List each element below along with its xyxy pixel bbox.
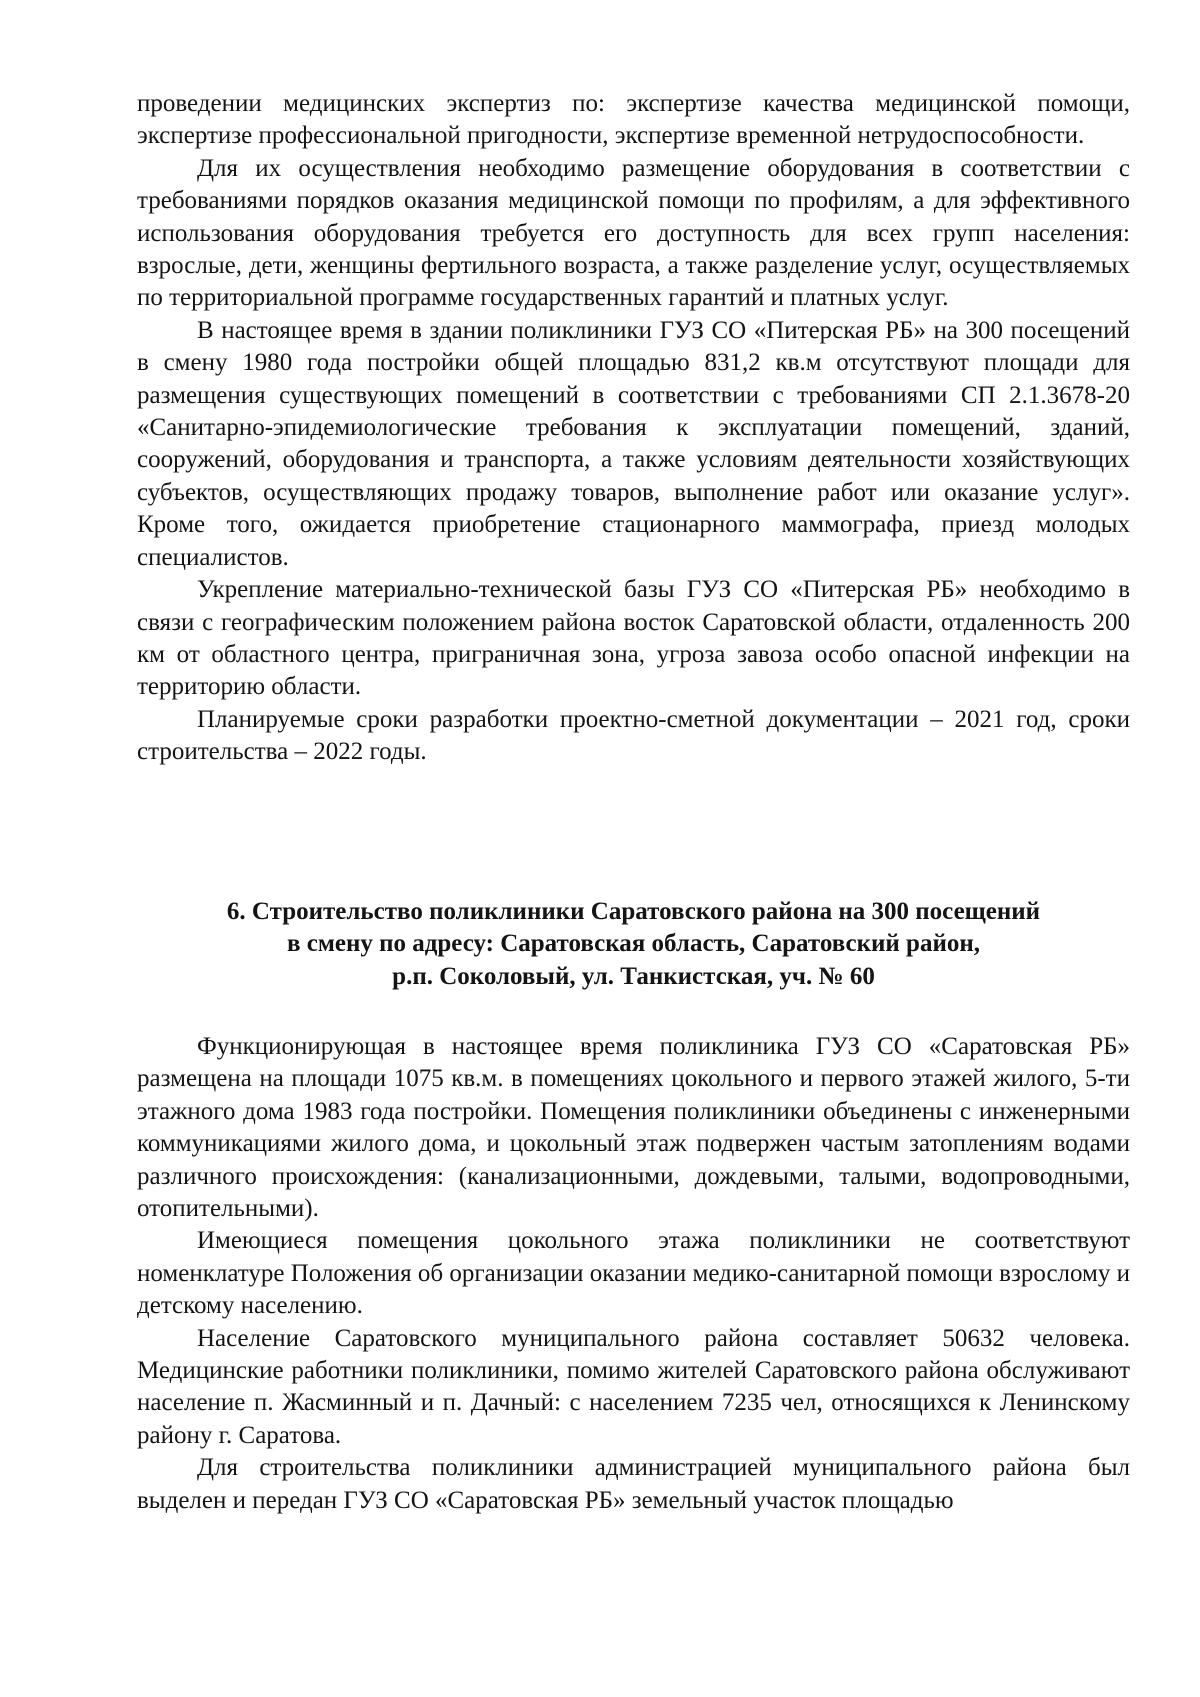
paragraph-current-clinic: Функционирующая в настоящее время поликлиника ГУЗ СО «Саратовская РБ» размещена на площади 1075 кв.м. в помещениях цокольного и первого этажей жилого, 5-ти этажного дома 1983 года постройки. Помещения поликлиники объединены с инженерными коммуникациями жилого дома, и цокольный этаж подвержен частым затоплениям водами различного происхождения: (канализационными, дождевыми, талыми, водопроводными, отопительными).	[137, 1033, 1130, 1223]
paragraph-building-state: В настоящее время в здании поликлиники ГУЗ СО «Питерская РБ» на 300 посещений в смену 1980 года постройки общей площадью 831,2 кв.м отсутствуют площади для размещения существующих помещений в соответствии с требованиями СП 2.1.3678-20 «Санитарно-эпидемиологические требования к эксплуатации помещений, зданий, сооружений, оборудования и транспорта, а также условиям деятельности хозяйствующих субъектов, осуществляющих продажу товаров, выполнение работ или оказание услуг». Кроме того, ожидается приобретение стационарного маммографа, приезд молодых специалистов.	[137, 316, 1130, 571]
paragraph-population: Население Саратовского муниципального района составляет 50632 человека. Медицинские работники поликлиники, помимо жителей Саратовского района обслуживают население п. Жасминный и п. Дачный: с населением 7235 чел, относящихся к Ленинскому району г. Саратова.	[137, 1324, 1130, 1449]
paragraph-land-plot: Для строительства поликлиники администрацией муниципального района был выделен и передан ГУЗ СО «Саратовская РБ» земельный участок площадью	[137, 1454, 1130, 1514]
paragraph-timeline: Планируемые сроки разработки проектно-сметной документации – 2021 год, сроки строительства – 2022 годы.	[137, 705, 1130, 766]
paragraph-continuation: проведении медицинских экспертиз по: экспертизе качества медицинской помощи, экспертизе профессиональной пригодности, экспертизе временной нетрудоспособности.	[137, 90, 1130, 150]
body-text-bottom	[137, 1031, 1130, 1517]
section-heading	[137, 896, 1130, 993]
paragraph-nonconformity: Имеющиеся помещения цокольного этажа поликлиники не соответствуют номенклатуре Положения об организации оказании медико-санитарной помощи взрослому и детскому населению.	[137, 1227, 1130, 1320]
body-text-top	[137, 88, 1130, 769]
section-heading-line: 6. Строительство поликлиники Саратовского района на 300 посещений	[226, 898, 1041, 925]
section-heading-line: р.п. Соколовый, ул. Танкистская, уч. № 60	[392, 962, 875, 990]
paragraph-strengthening: Укрепление материально-технической базы ГУЗ СО «Питерская РБ» необходимо в связи с географическим положением района восток Саратовской области, отдаленность 200 км от областного центра, приграничная зона, угроза завоза особо опасной инфекции на территорию области.	[137, 576, 1130, 701]
paragraph-equipment: Для их осуществления необходимо размещение оборудования в соответствии с требованиями порядков оказания медицинской помощи по профилям, а для эффективного использования оборудования требуется его доступность для всех групп населения: взрослые, дети, женщины фертильного возраста, а также разделение услуг, осуществляемых по территориальной программе государственных гарантий и платных услуг.	[137, 154, 1130, 312]
section-heading-line: в смену по адресу: Саратовская область, Саратовский район,	[286, 930, 981, 958]
section-heading-block	[137, 896, 1130, 993]
